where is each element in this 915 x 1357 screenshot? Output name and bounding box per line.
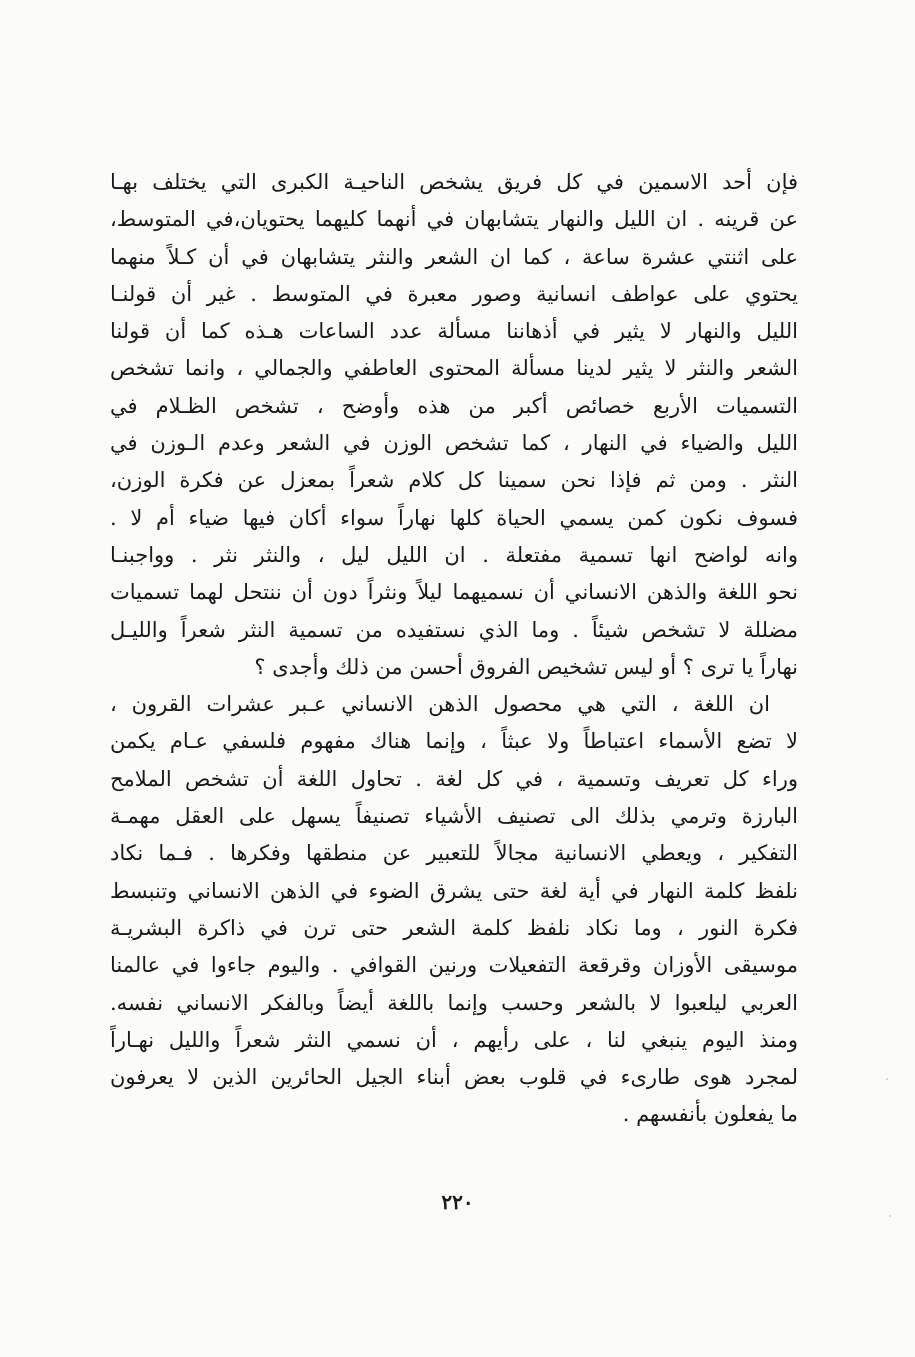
text-line: نهاراً يا ترى ؟ أو ليس تشخيص الفروق أحسن من ذلك وأجدى ؟ — [254, 654, 798, 679]
page-number: ٢٢٠ — [441, 1190, 474, 1214]
text-line: على اثنتي عشرة ساعة ، كما ان الشعر والنثر يتشابهان في أن كـلاً منهما — [110, 244, 798, 269]
text-line: فكرة النور ، وما نكاد نلفظ كلمة الشعر حتى ترن في ذاكرة البشريـة — [110, 915, 798, 940]
text-line: ومنذ اليوم ينبغي لنا ، على رأيهم ، أن نسمي النثر شعراً والليل نهـاراً — [110, 1027, 798, 1052]
body-text — [110, 164, 798, 1134]
text-line: مضللة لا تشخص شيئاً . وما الذي نستفيده من تسمية النثر شعراً والليـل — [110, 617, 798, 642]
text-line: البارزة وترمي بذلك الى تصنيف الأشياء تصنيفاً يسهل على العقل مهمـة — [110, 804, 798, 829]
text-line: نلفظ كلمة النهار في أية لغة حتى يشرق الضوء في الذهن الانساني وتنبسط — [110, 878, 798, 903]
text-line: نحو اللغة والذهن الانساني أن نسميهما ليلاً ونثراً دون أن ننتحل لهما تسميات — [110, 580, 798, 605]
text-line: التسميات الأربع خصائص أكبر من هذه وأوضح ، تشخص الظـلام في — [110, 393, 798, 418]
text-line: العربي ليلعبوا لا بالشعر وحسب وإنما باللغة أيضاً وبالفكر الانساني نفسه. — [110, 990, 798, 1015]
text-line: الليل والضياء في النهار ، كما تشخص الوزن في الشعر وعدم الـوزن في — [110, 431, 798, 456]
scan-speck — [886, 1078, 888, 1080]
text-line: لا تضع الأسماء اعتباطاً ولا عبثاً ، وإنما هناك مفهوم فلسفي عـام يكمن — [110, 729, 798, 754]
text-line: فإن أحد الاسمين في كل فريق يشخص الناحيـة الكبرى التي يختلف بهـا — [110, 170, 798, 194]
text-line: ما يفعلون بأنفسهم . — [622, 1102, 798, 1127]
text-line: لمجرد هوى طارىء في قلوب بعض أبناء الجيل الحائرين الذين لا يعرفون — [110, 1065, 798, 1090]
text-line: ان اللغة ، التي هي محصول الذهن الانساني عـبر عشرات القرون ، — [110, 692, 770, 717]
text-line: موسيقى الأوزان وقرقعة التفعيلات ورنين القوافي . واليوم جاءوا في عالمنا — [110, 953, 798, 978]
text-line: النثر . ومن ثم فإذا نحن سمينا كل كلام شعراً بمعزل عن فكرة الوزن، — [110, 468, 798, 493]
text-line: الشعر والنثر لا يثير لدينا مسألة المحتوى العاطفي والجمالي ، وانما تشخص — [110, 356, 798, 381]
text-line: وانه لواضح انها تسمية مفتعلة . ان الليل ليل ، والنثر نثر . وواجبنـا — [110, 542, 798, 567]
text-line: وراء كل تعريف وتسمية ، في كل لغة . تحاول اللغة أن تشخص الملامح — [110, 766, 798, 791]
scan-speck — [889, 1215, 891, 1217]
text-line: الليل والنهار لا يثير في أذهاننا مسألة عدد الساعات هـذه كما أن قولنا — [110, 319, 798, 344]
text-line: عن قرينه . ان الليل والنهار يتشابهان في أنهما كليهما يحتويان،في المتوسط، — [110, 207, 798, 232]
text-line: يحتوي على عواطف انسانية وصور معبرة في المتوسط . غير أن قولنـا — [110, 281, 798, 306]
text-line: فسوف نكون كمن يسمي الحياة كلها نهاراً سواء أكان فيها ضياء أم لا . — [110, 505, 798, 530]
text-line: التفكير ، ويعطي الانسانية مجالاً للتعبير عن منطقها وفكرها . فـما نكاد — [110, 841, 798, 866]
